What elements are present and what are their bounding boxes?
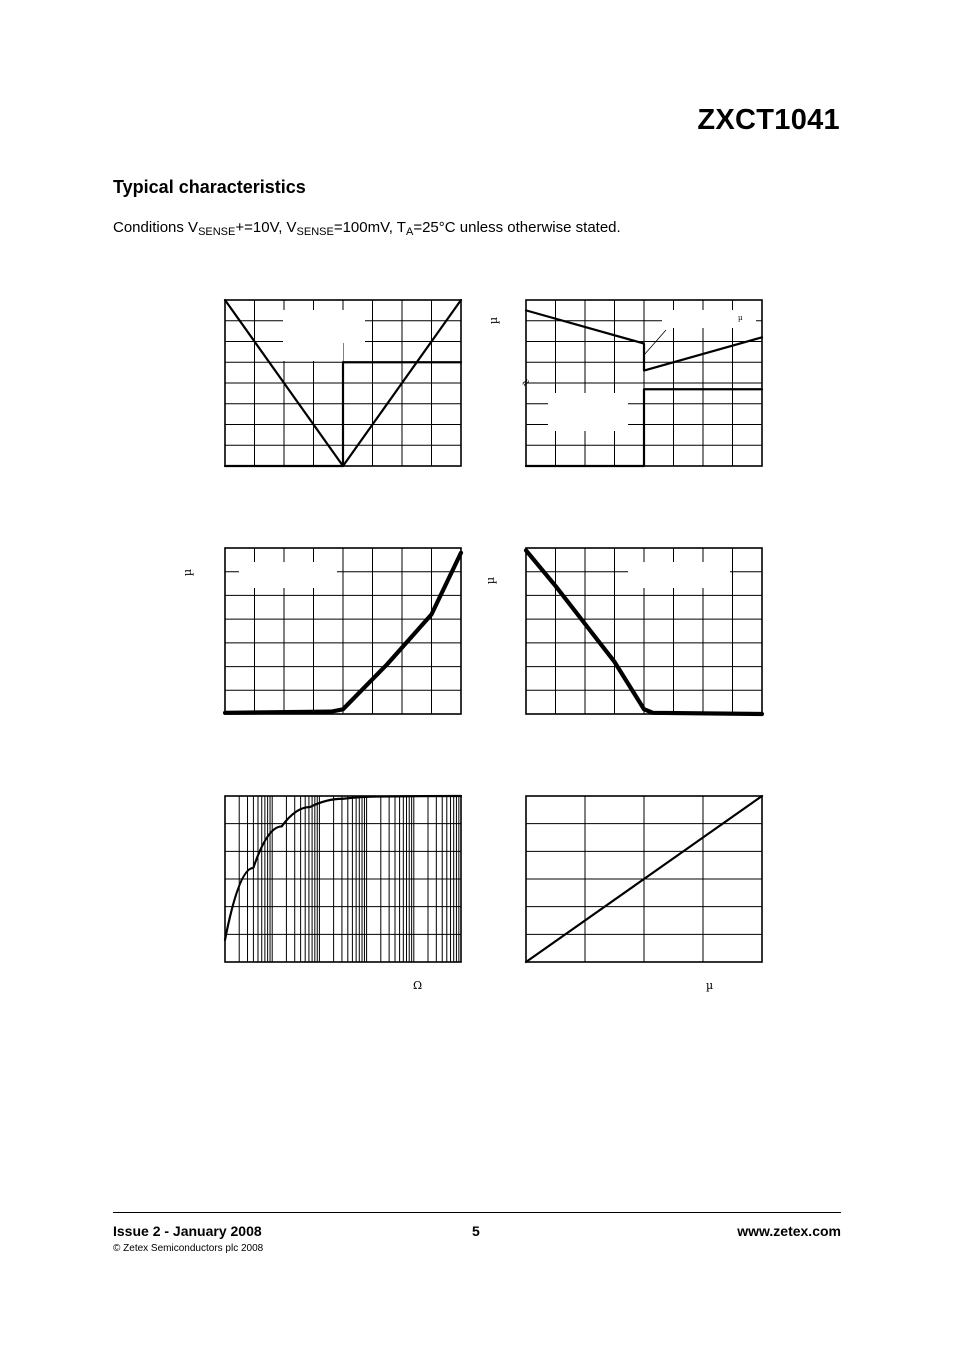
- chart-4-inset-label-mask: [628, 562, 730, 588]
- chart-1-inset-label-mask-2: [283, 343, 343, 361]
- chart-2-inset-label-mask-2: [548, 393, 628, 431]
- series-line-2: [225, 362, 461, 466]
- chart-5: [225, 796, 461, 962]
- chart-2-inset-mu-glyph: µ: [738, 314, 743, 322]
- chart-2-pointer-line: [644, 330, 666, 355]
- chart-2-axis-break-glyph: ≈: [517, 374, 534, 391]
- chart-3-ylabel-mu-glyph: µ: [181, 568, 195, 577]
- chart-6: [526, 796, 762, 962]
- page-number: 5: [472, 1223, 480, 1239]
- section-heading: Typical characteristics: [113, 177, 306, 197]
- chart-5-series: [225, 796, 461, 940]
- chart-2-ylabel-mu-glyph: µ: [487, 316, 501, 325]
- conditions-text-3: =100mV, T: [333, 219, 406, 236]
- chart-4-ylabel-mu-glyph: µ: [484, 576, 498, 585]
- website-link[interactable]: www.zetex.com: [737, 1223, 841, 1239]
- chart-1-inset-label-mask: [283, 310, 365, 343]
- conditions-text-1: Conditions V: [113, 219, 199, 236]
- chart-3-inset-label-mask: [239, 562, 337, 588]
- conditions-text-2: +=10V, V: [235, 219, 297, 236]
- chart-2: [526, 300, 762, 466]
- chart-5-xlabel-ohm-glyph: Ω: [413, 979, 423, 992]
- conditions-text-4: =25°C unless otherwise stated.: [413, 219, 621, 236]
- chart-3: [225, 548, 461, 714]
- conditions-sub-2: SENSE: [296, 226, 334, 238]
- series-line-1: [225, 796, 461, 940]
- issue-date: Issue 2 - January 2008: [113, 1223, 262, 1239]
- chart-6-xlabel-mu-glyph: µ: [706, 979, 714, 992]
- copyright-notice: © Zetex Semiconductors plc 2008: [113, 1243, 264, 1254]
- chart-1: [225, 300, 461, 466]
- conditions-sub-1: SENSE: [198, 226, 236, 238]
- chart-5-grid: [225, 796, 461, 962]
- footer-divider: [113, 1212, 841, 1213]
- chart-4: [526, 548, 762, 714]
- part-number-title: ZXCT1041: [697, 104, 840, 136]
- test-conditions: [113, 219, 621, 238]
- conditions-sub-3: A: [405, 226, 414, 238]
